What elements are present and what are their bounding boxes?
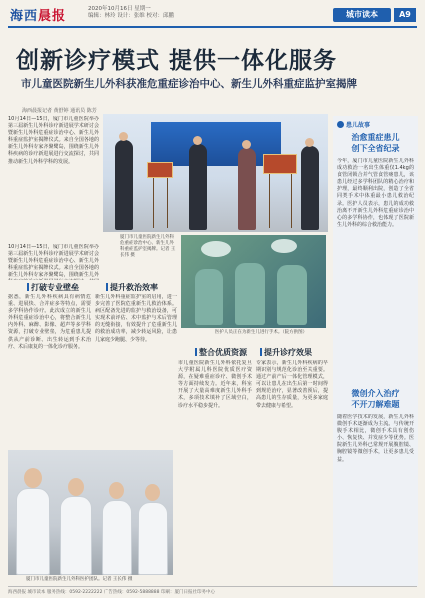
surgery-photo [181,235,326,328]
doctor-figure [102,500,132,575]
section-body-4: 专家表示，新生儿外科疾病的早期识别与规范化诊治至关重要。通过产前产后一体化管理模式，可以让患儿在出生后第一时间得到规范治疗，显著改善预后，提高患儿的生存质量，为更多家庭带去健康与希望。 [256,360,328,409]
backdrop-banner [151,122,281,166]
article-headline: 创新诊疗模式 提供一体化服务 [16,47,338,74]
doctor-face [68,478,84,496]
masthead-rule [8,26,417,28]
plaque-stand [153,178,154,228]
surgeon-figure [235,263,265,325]
surgeon-figure [277,265,307,325]
page-footer: 海西晨报 城市读本 服务热线：0592-2222222 广告热线：0592-5888888 印刷：厦门日报社印务中心 [8,586,417,595]
person-head [119,132,128,141]
page-number: A9 [394,8,416,22]
sidebar-title-1 [335,132,416,154]
section-title-2: 提升救治效率 [106,282,158,293]
sidebar-title-1b: 创下全省纪录 [351,144,400,153]
plaque-stand [291,174,292,228]
person-figure [189,144,207,230]
section-title-3: 整合优质资源 [195,347,247,358]
logo-text-2: 晨报 [38,9,67,24]
sidebar-title-2 [335,388,416,410]
ceremony-photo [103,114,328,232]
operating-light [271,239,297,253]
photo-caption-1: 厦门市儿童医院新生儿外科危重症诊治中心、新生儿外科重症监护室揭牌。记者 王长伟 摄 [120,235,176,258]
doctor-figure [16,488,50,575]
section-body-1: 据悉，新生儿外科疾病具有病情危重、进展快、合并症多等特点，需要多学科协作诊疗。此次成立的新生儿外科危重症诊治中心，将整合新生儿内外科、麻醉、影像、超声等多学科资源，打破专业壁垒，为危重患儿提供从产前诊断、出生转运到手术治疗、术后康复的一体化诊疗服务。 [8,294,91,350]
issue-info [88,6,248,20]
sidebar-title-2a: 微创介入治疗 [351,389,400,398]
sidebar-body-1: 今年，厦门市儿童医院新生儿外科成功救治一名出生体重仅1.4kg的食管闭锁合并气管食管瘘患儿，该患儿经过多学科团队的精心治疗和护理，最终顺利出院，创造了全省同类手术中体重最小患儿救治纪录。医护人员表示，患儿的成功救治离不开新生儿外科危重症诊治中心的多学科协作，也体现了医院新生儿外科的综合救治能力。 [337,158,414,228]
doctor-figure [60,496,92,575]
person-head [305,138,314,147]
doctor-face [24,468,42,488]
operating-light [201,241,231,257]
section-title-4: 提升诊疗效果 [260,347,312,358]
section-body-2: 新生儿外科重症监护室的启用，进一步完善了医院危重新生儿救治体系。病区配备先进的监护与救治设备，可实现术前评估、术中监护与术后管理的无缝衔接，有效提升了危重新生儿的救治成功率，减少转运风险，让患儿家庭少跑腿、少等待。 [95,294,177,343]
plaque-left [147,162,173,178]
photo-caption-2: 医护人员正在为新生儿进行手术。（院方供图） [214,330,308,335]
sidebar-title-2b: 不开刀解难题 [351,400,400,409]
plaque-stand [269,174,270,228]
lead-paragraph: 10月14日—15日，厦门市儿童医院举办第三届新生儿外科诊疗新进展学术研讨会暨新生儿外科危重症诊治中心、新生儿外科重症监护室揭牌仪式。来自全国各地的新生儿外科专家齐聚鹭岛，围绕新生儿外科疾病的诊疗新进展进行交流探讨，共同推动新生儿外科学科的发展。 [8,116,99,165]
person-figure [301,146,319,230]
lead-paragraph-cont: 10月14日—15日，厦门市儿童医院举办第三届新生儿外科诊疗新进展学术研讨会暨新生儿外科危重症诊治中心、新生儿外科重症监护室揭牌仪式。来自全国各地的新生儿外科专家齐聚鹭岛，围绕新生儿外 [8,244,99,279]
doctor-figure [138,502,168,575]
plaque-stand [167,178,168,228]
newspaper-logo [10,5,66,24]
section-title-1: 打破专业壁垒 [27,282,79,293]
sidebar-tag: 患儿故事 [337,120,370,129]
person-figure [238,148,256,230]
issue-date: 2020年10月16日 星期一 [88,6,151,12]
logo-text-1: 海西 [10,9,39,24]
sidebar-title-1a: 治愈重症患儿 [351,133,400,142]
sidebar-body-2: 随着医学技术的发展，新生儿外科微创手术逐渐成为主流。与传统开腹手术相比，微创手术具有创伤小、恢复快、并发症少等优势。医院新生儿外科已常规开展腹腔镜、胸腔镜等微创手术，让更多患儿受益。 [337,414,414,463]
plaque-right [263,154,297,174]
photo-caption-3: 厦门市儿童医院新生儿外科医护团队。记者 王长伟 摄 [26,577,133,582]
person-figure [115,140,133,230]
section-body-3: 市儿童医院新生儿外科依托复旦大学附属儿科医院优质医疗资源，在疑难重症诊疗、微创手术等方面持续发力。近年来，科室开展了大量高难度新生儿外科手术，多项技术填补了区域空白，诊疗水平稳步提升。 [178,360,252,409]
section-name: 城市读本 [333,8,391,22]
masthead [0,0,425,28]
doctor-face [109,482,124,499]
team-photo [8,450,173,575]
person-head [242,140,251,149]
surgeon-figure [195,269,223,325]
doctor-face [145,484,160,501]
sidebar-story [333,116,418,586]
person-head [193,136,202,145]
issue-editors: 编辑：林玲 设计：张维 校对：邱鹏 [88,13,174,19]
article-subhead: 市儿童医院新生儿外科获准危重症诊治中心、新生儿外科重症监护室揭牌 [21,78,357,90]
article-byline: 海西晨报记者 黄舒婷 通讯员 陈芳 [22,108,97,114]
